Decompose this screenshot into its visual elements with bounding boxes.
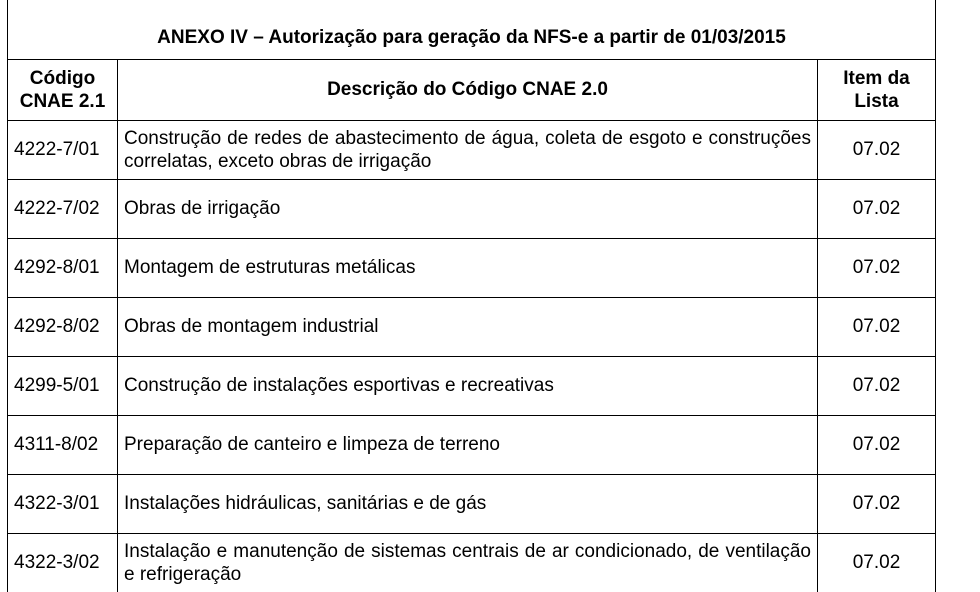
- header-description: Descrição do Código CNAE 2.0: [118, 59, 818, 120]
- header-code-line2: CNAE 2.1: [19, 90, 106, 112]
- row-code: 4311-8/02: [8, 415, 118, 474]
- header-code: [8, 59, 118, 120]
- row-description: Construção de instalações esportivas e recreativas: [118, 356, 818, 415]
- row-code: 4292-8/01: [8, 238, 118, 297]
- row-item: 07.02: [818, 238, 936, 297]
- row-item: 07.02: [818, 474, 936, 533]
- table-header-row: [8, 59, 936, 120]
- row-description: Obras de irrigação: [118, 179, 818, 238]
- header-code-line1: Código: [29, 67, 96, 89]
- header-item-line2: Lista: [854, 90, 899, 112]
- row-description: Obras de montagem industrial: [118, 297, 818, 356]
- cnae-table: [7, 0, 936, 592]
- table-title: ANEXO IV – Autorização para geração da NFS-e a partir de 01/03/2015: [8, 0, 936, 59]
- row-item: 07.02: [818, 179, 936, 238]
- row-item: 07.02: [818, 533, 936, 592]
- row-code: 4322-3/02: [8, 533, 118, 592]
- table-row: [8, 356, 936, 415]
- table-row: [8, 120, 936, 179]
- header-item-line1: Item da: [843, 67, 910, 89]
- row-description: Preparação de canteiro e limpeza de terreno: [118, 415, 818, 474]
- row-description: Construção de redes de abastecimento de água, coleta de esgoto e construções correlatas, exceto obras de irrigação: [118, 120, 818, 179]
- row-description: Instalações hidráulicas, sanitárias e de gás: [118, 474, 818, 533]
- row-item: 07.02: [818, 120, 936, 179]
- row-code: 4292-8/02: [8, 297, 118, 356]
- table-row: [8, 179, 936, 238]
- table-title-row: [8, 0, 936, 59]
- row-code: 4322-3/01: [8, 474, 118, 533]
- row-code: 4222-7/01: [8, 120, 118, 179]
- table-row: [8, 297, 936, 356]
- row-item: 07.02: [818, 415, 936, 474]
- header-item: [818, 59, 936, 120]
- table-row: [8, 415, 936, 474]
- table-row: [8, 238, 936, 297]
- row-code: 4299-5/01: [8, 356, 118, 415]
- row-description: Instalação e manutenção de sistemas centrais de ar condicionado, de ventilação e refrigeração: [118, 533, 818, 592]
- table-row: [8, 474, 936, 533]
- row-code: 4222-7/02: [8, 179, 118, 238]
- table-row: [8, 533, 936, 592]
- row-item: 07.02: [818, 297, 936, 356]
- row-description: Montagem de estruturas metálicas: [118, 238, 818, 297]
- row-item: 07.02: [818, 356, 936, 415]
